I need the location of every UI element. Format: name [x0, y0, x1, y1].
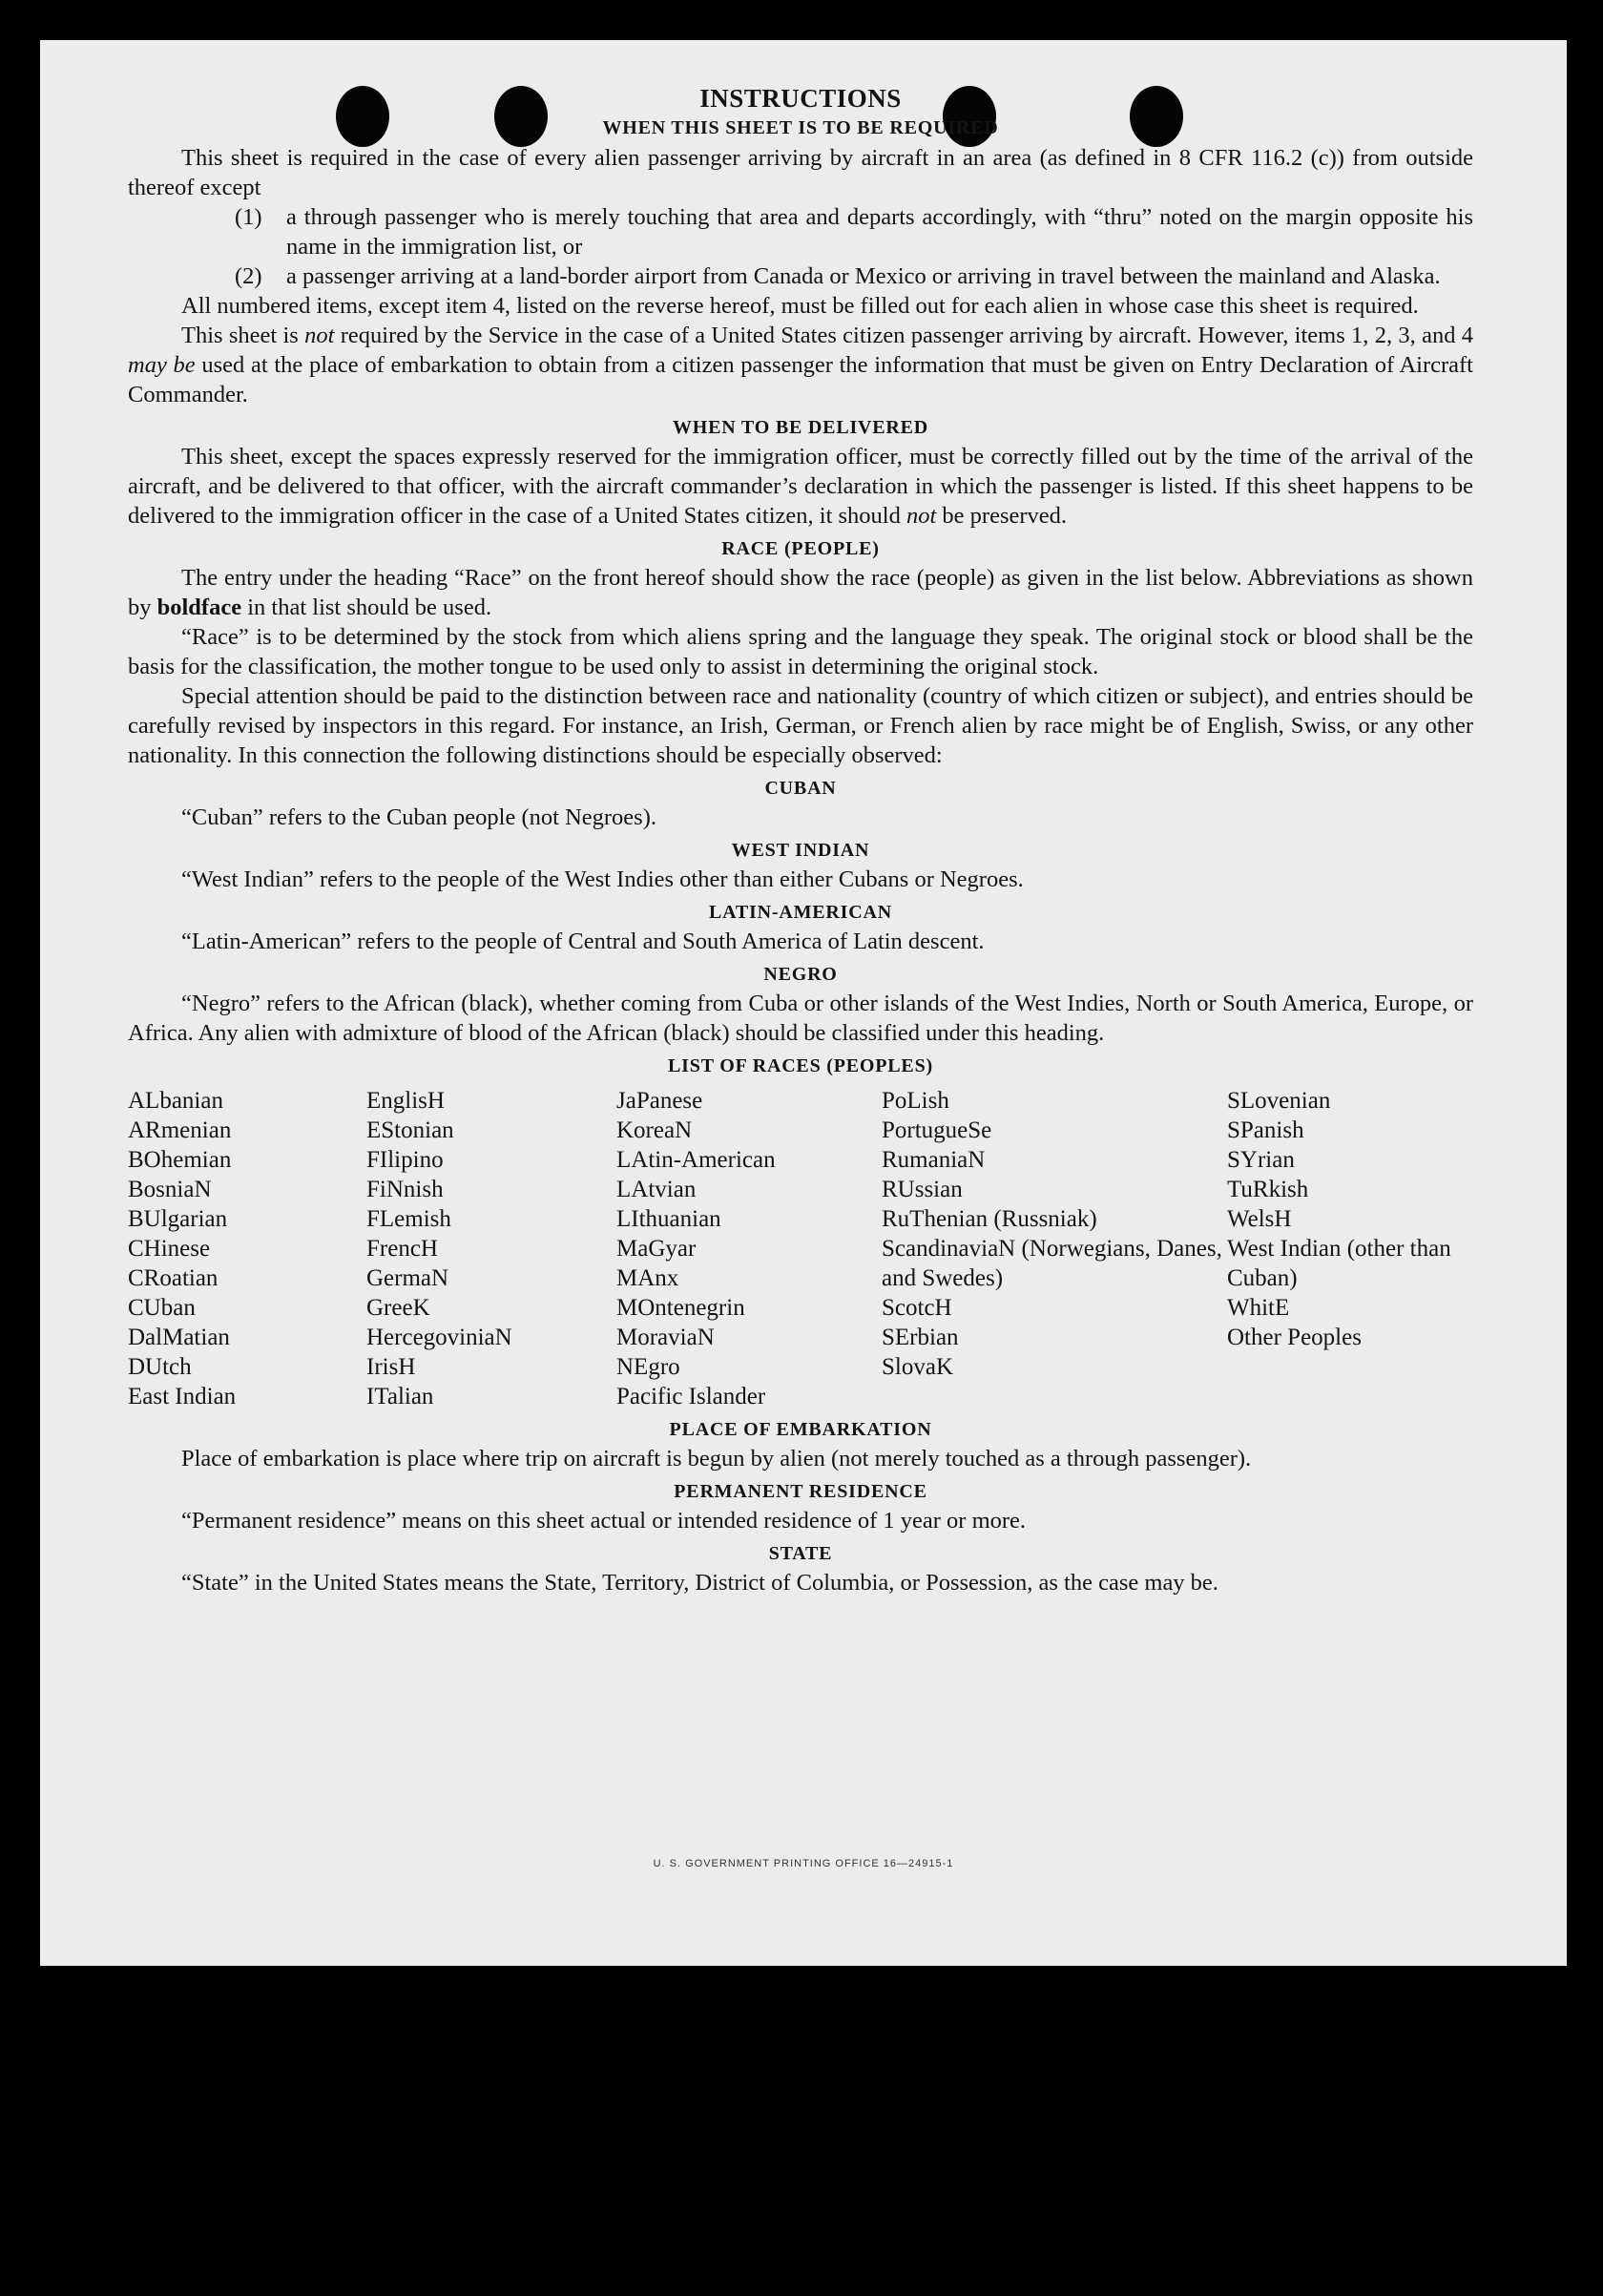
item-number: (2) — [235, 263, 262, 289]
race-entry: JaPanese — [616, 1088, 703, 1114]
document-page — [40, 40, 1567, 1966]
race-entry: HercegoviniaN — [366, 1325, 512, 1350]
section-heading-negro: NEGRO — [763, 964, 838, 985]
races-column-2 — [366, 1086, 616, 1411]
race-entry: LAtvian — [616, 1177, 697, 1202]
page-title: INSTRUCTIONS — [699, 84, 902, 113]
race-entry: SLovenian — [1227, 1088, 1331, 1114]
race-entry: RuThenian (Russniak) — [882, 1206, 1097, 1232]
race-entry: SYrian — [1227, 1147, 1295, 1173]
race-entry: NEgro — [616, 1354, 680, 1380]
race-entry: GermaN — [366, 1265, 449, 1291]
race-paragraph-3: Special attention should be paid to the distinction between race and nationality (country of which citizen or subject), and entries should be carefully revised by inspectors in this regard. For instance, an Irish, German, or French alien by race might be of English, Swiss, or any other nationality. In this connection the following distinctions should be especially observed: — [128, 683, 1473, 768]
race-entry: Other Peoples — [1227, 1325, 1362, 1350]
item-number: (1) — [235, 204, 262, 230]
race-entry: PortugueSe — [882, 1117, 992, 1143]
race-entry: CRoatian — [128, 1265, 219, 1291]
race-entry: MOntenegrin — [616, 1295, 745, 1321]
races-column-4 — [882, 1086, 1227, 1411]
race-entry: IrisH — [366, 1354, 416, 1380]
race-entry: DUtch — [128, 1354, 192, 1380]
race-entry: PoLish — [882, 1088, 949, 1114]
race-entry: TuRkish — [1227, 1177, 1309, 1202]
race-entry: MaGyar — [616, 1236, 697, 1262]
race-entry: FLemish — [366, 1206, 451, 1232]
section-heading-latin-american: LATIN-AMERICAN — [709, 902, 892, 923]
section-heading-delivered: WHEN TO BE DELIVERED — [672, 417, 929, 438]
race-entry: SErbian — [882, 1325, 959, 1350]
exception-item-1 — [128, 202, 1473, 261]
race-entry: ITalian — [366, 1384, 434, 1409]
numbered-items-paragraph: All numbered items, except item 4, listed on the reverse hereof, must be filled out for each alien in whose case this sheet is required. — [181, 293, 1419, 319]
section-heading-embarkation: PLACE OF EMBARKATION — [669, 1419, 932, 1440]
race-entry: FIlipino — [366, 1147, 444, 1173]
race-entry: FrencH — [366, 1236, 438, 1262]
item-text: a through passenger who is merely touching that area and departs accordingly, with “thru” noted on the margin opposite his name in the immigration list, or — [286, 204, 1473, 260]
section-heading-state: STATE — [768, 1543, 833, 1564]
race-entry: CUban — [128, 1295, 196, 1321]
race-entry: KoreaN — [616, 1117, 693, 1143]
race-paragraph-1: The entry under the heading “Race” on the front hereof should show the race (people) as given in the list below. Abbreviations as shown by boldface in that list should be used. — [128, 565, 1473, 620]
race-entry: ScandinaviaN (Norwegians, Danes, and Swedes) — [882, 1236, 1222, 1291]
exception-item-2 — [128, 261, 1473, 291]
race-entry: SPanish — [1227, 1117, 1304, 1143]
race-entry: BosniaN — [128, 1177, 212, 1202]
race-entry: LAtin-American — [616, 1147, 776, 1173]
section-heading-races-list: LIST OF RACES (PEOPLES) — [668, 1055, 933, 1076]
race-entry: WelsH — [1227, 1206, 1292, 1232]
race-entry: CHinese — [128, 1236, 211, 1262]
printing-office-footer: U. S. GOVERNMENT PRINTING OFFICE 16—24915-1 — [653, 1858, 954, 1869]
section-heading-west-indian: WEST INDIAN — [731, 840, 870, 861]
state-paragraph: “State” in the United States means the State, Territory, District of Columbia, or Possession, as the case may be. — [181, 1570, 1218, 1596]
race-entry: RUssian — [882, 1177, 963, 1202]
delivered-paragraph: This sheet, except the spaces expressly reserved for the immigration officer, must be correctly filled out by the time of the arrival of the aircraft, and be delivered to that officer, with the aircraft commander’s declaration in which the passenger is listed. If this sheet happens to be delivered to the immigration officer in the case of a United States citizen, it should not be preserved. — [128, 444, 1473, 529]
race-entry: BOhemian — [128, 1147, 232, 1173]
cuban-paragraph: “Cuban” refers to the Cuban people (not Negroes). — [181, 804, 656, 830]
race-entry: SlovaK — [882, 1354, 953, 1380]
section-heading-required: WHEN THIS SHEET IS TO BE REQUIRED — [602, 117, 999, 138]
races-column-1 — [128, 1086, 366, 1411]
race-entry: RumaniaN — [882, 1147, 986, 1173]
race-entry: EStonian — [366, 1117, 454, 1143]
race-entry: ARmenian — [128, 1117, 232, 1143]
race-entry: BUlgarian — [128, 1206, 228, 1232]
west-indian-paragraph: “West Indian” refers to the people of the West Indies other than either Cubans or Negroes. — [181, 866, 1024, 892]
race-paragraph-2: “Race” is to be determined by the stock from which aliens spring and the language they speak. The original stock or blood shall be the basis for the classification, the mother tongue to be used only to assist in determining the original stock. — [128, 624, 1473, 679]
section-heading-cuban: CUBAN — [764, 778, 837, 799]
race-entry: LIthuanian — [616, 1206, 721, 1232]
race-entry: East Indian — [128, 1384, 237, 1409]
residence-paragraph: “Permanent residence” means on this sheet actual or intended residence of 1 year or more. — [181, 1508, 1027, 1534]
section-heading-residence: PERMANENT RESIDENCE — [674, 1481, 927, 1502]
latin-american-paragraph: “Latin-American” refers to the people of Central and South America of Latin descent. — [181, 929, 985, 954]
race-entry: ALbanian — [128, 1088, 223, 1114]
race-entry: West Indian (other than Cuban) — [1227, 1236, 1451, 1291]
required-intro: This sheet is required in the case of every alien passenger arriving by aircraft in an area (as defined in 8 CFR 116.2 (c)) from outside thereof except — [128, 145, 1473, 200]
race-entry: ScotcH — [882, 1295, 952, 1321]
section-heading-race: RACE (PEOPLE) — [721, 538, 880, 559]
negro-paragraph: “Negro” refers to the African (black), whether coming from Cuba or other islands of the West Indies, North or South America, Europe, or Africa. Any alien with admixture of blood of the African (black) should be classified under this heading. — [128, 991, 1473, 1046]
instructions-body — [128, 82, 1473, 1597]
race-entry: MoraviaN — [616, 1325, 715, 1350]
race-entry: DalMatian — [128, 1325, 230, 1350]
embarkation-paragraph: Place of embarkation is place where trip on aircraft is begun by alien (not merely touched as a through passenger). — [181, 1446, 1252, 1472]
race-entry: WhitE — [1227, 1295, 1290, 1321]
races-column-3 — [616, 1086, 882, 1411]
race-entry: Pacific Islander — [616, 1384, 766, 1409]
races-list — [128, 1086, 1473, 1411]
races-column-5 — [1227, 1086, 1473, 1411]
item-text: a passenger arriving at a land-border airport from Canada or Mexico or arriving in travel between the mainland and Alaska. — [286, 263, 1441, 289]
race-entry: MAnx — [616, 1265, 679, 1291]
race-entry: EnglisH — [366, 1088, 445, 1114]
race-entry: FiNnish — [366, 1177, 444, 1202]
race-entry: GreeK — [366, 1295, 430, 1321]
citizen-paragraph: This sheet is not required by the Service in the case of a United States citizen passenger arriving by aircraft. However, items 1, 2, 3, and 4 may be used at the place of embarkation to obtain from a citizen passenger the information that must be given on Entry Declaration of Aircraft Commander. — [128, 323, 1473, 407]
